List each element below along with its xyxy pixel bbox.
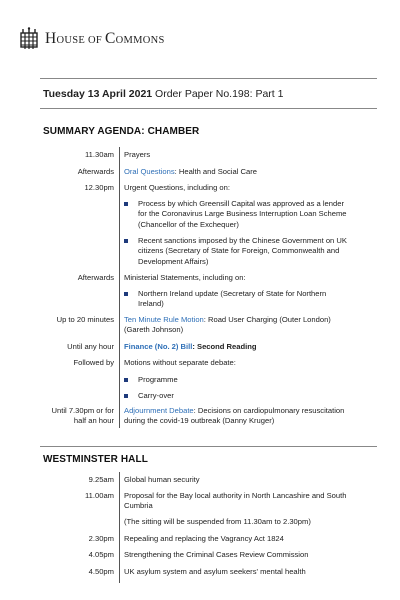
- chamber-section-title: SUMMARY AGENDA: CHAMBER: [43, 126, 200, 137]
- adjournment-debate-link[interactable]: Adjournment Debate: [124, 406, 194, 415]
- order-paper-date-line: Tuesday 13 April 2021 Order Paper No.198: Part 1: [43, 88, 284, 100]
- oral-questions-link[interactable]: Oral Questions: [124, 167, 175, 176]
- house-of-commons-header: [19, 27, 165, 51]
- finance-bill-link[interactable]: Finance (No. 2) Bill: [124, 342, 193, 351]
- ten-minute-rule-link[interactable]: Ten Minute Rule Motion: [124, 315, 204, 324]
- section-divider-rule: [40, 446, 377, 447]
- bullet-icon: [124, 394, 128, 398]
- programme-link[interactable]: Programme: [138, 375, 178, 384]
- bullet-icon: [124, 292, 128, 296]
- portcullis-icon: [19, 27, 39, 51]
- header-rule-bottom: [40, 108, 377, 109]
- westminster-hall-timeline-rule: [119, 472, 120, 583]
- bullet-icon: [124, 378, 128, 382]
- bullet-icon: [124, 239, 128, 243]
- carry-over-link[interactable]: Carry-over: [138, 391, 174, 400]
- header-rule-top: [40, 78, 377, 79]
- chinese-sanctions-link[interactable]: Recent sanctions imposed by the Chinese Government on UK citizens (Secretary of State for Foreign, Commonwealth and Development Affairs): [138, 236, 347, 266]
- house-of-commons-title: HOUSE OF COMMONS: [45, 30, 165, 48]
- chamber-timeline-rule: [119, 147, 120, 428]
- westminster-hall-section-title: WESTMINSTER HALL: [43, 454, 148, 465]
- northern-ireland-link[interactable]: Northern Ireland update (Secretary of State for Northern Ireland): [138, 289, 327, 309]
- greensill-link[interactable]: Process by which Greensill Capital was approved as a lender for the Coronavirus Large Business Interruption Loan Scheme (Chancellor of the Exchequer): [138, 199, 347, 229]
- bullet-icon: [124, 202, 128, 206]
